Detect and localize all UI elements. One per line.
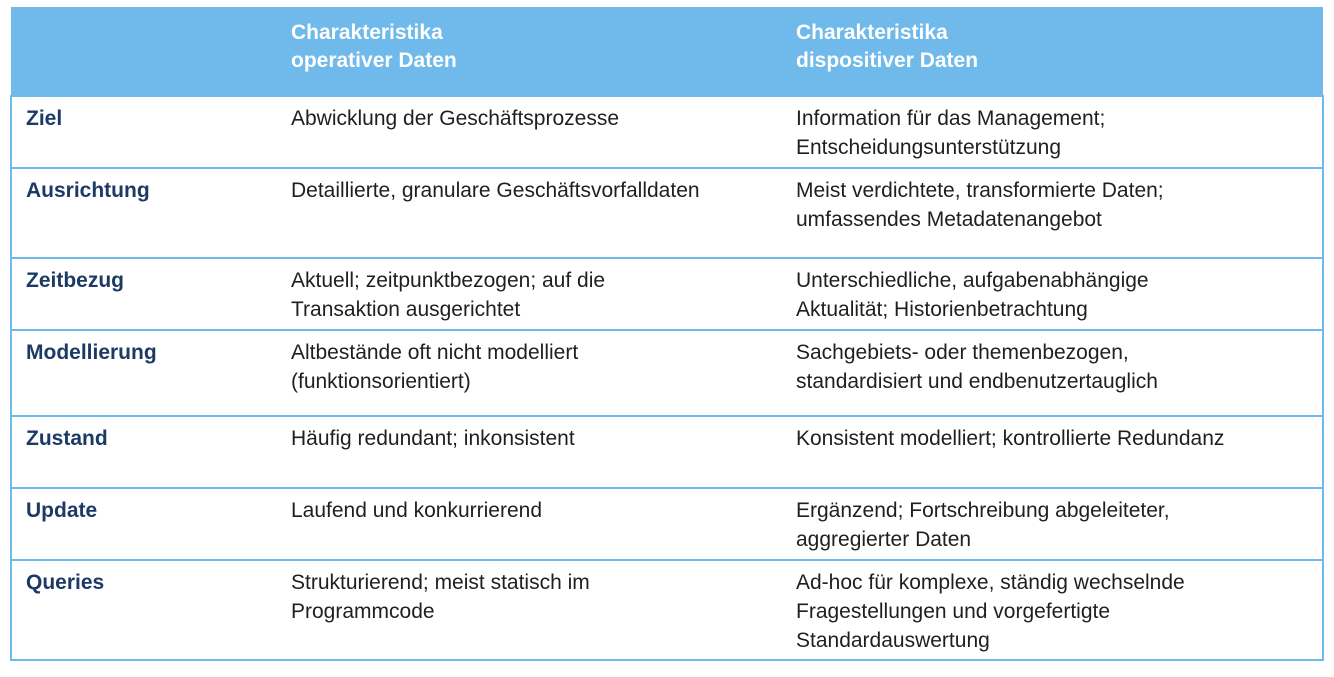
cell-line: standardisiert und endbenutzertauglich: [796, 370, 1158, 393]
cell-line: Ad-hoc für komplexe, ständig wechselnde: [796, 571, 1185, 594]
cell-line: Sachgebiets- oder themenbezogen,: [796, 341, 1129, 364]
row-label: Ausrichtung: [11, 168, 277, 258]
table-row-zustand: [11, 416, 1323, 488]
row-label: Queries: [11, 560, 277, 660]
header-dispositive: [782, 7, 1323, 96]
operative-cell: [277, 560, 782, 660]
dispositive-cell: [782, 560, 1323, 660]
cell-line: Laufend und konkurrierend: [291, 499, 543, 522]
table-row-ziel: [11, 96, 1323, 168]
row-label: Zustand: [11, 416, 277, 488]
operative-cell: [277, 330, 782, 416]
table-row-update: [11, 488, 1323, 560]
cell-line: Entscheidungsunterstützung: [796, 136, 1062, 159]
header-dispositive-line-2: dispositiver Daten: [796, 49, 979, 72]
cell-line: Unterschiedliche, aufgabenabhängige: [796, 269, 1149, 292]
cell-line: Fragestellungen und vorgefertigte: [796, 600, 1111, 623]
dispositive-cell: [782, 168, 1323, 258]
table-row-modellierung: [11, 330, 1323, 416]
dispositive-cell: [782, 330, 1323, 416]
cell-line: Information für das Management;: [796, 107, 1106, 130]
cell-line: (funktionsorientiert): [291, 370, 471, 393]
dispositive-cell: [782, 416, 1323, 488]
row-label: Update: [11, 488, 277, 560]
cell-line: Programmcode: [291, 600, 435, 623]
row-label: Modellierung: [11, 330, 277, 416]
cell-line: Strukturierend; meist statisch im: [291, 571, 590, 594]
dispositive-cell: [782, 488, 1323, 560]
cell-line: aggregierter Daten: [796, 528, 972, 551]
header-row: [11, 7, 1323, 96]
row-label: Zeitbezug: [11, 258, 277, 330]
operative-cell: [277, 168, 782, 258]
dispositive-cell: [782, 96, 1323, 168]
header-operative-line-1: Charakteristika: [291, 21, 443, 44]
operative-cell: [277, 96, 782, 168]
operative-cell: [277, 258, 782, 330]
operative-cell: [277, 416, 782, 488]
cell-line: Standardauswertung: [796, 629, 990, 652]
header-operative-line-2: operativer Daten: [291, 49, 457, 72]
cell-line: Detaillierte, granulare Geschäftsvorfalldaten: [291, 179, 700, 202]
cell-line: Transaktion ausgerichtet: [291, 298, 521, 321]
cell-line: Abwicklung der Geschäftsprozesse: [291, 107, 619, 130]
table-row-ausrichtung: [11, 168, 1323, 258]
header-dispositive-line-1: Charakteristika: [796, 21, 948, 44]
header-cell-empty: [11, 7, 277, 96]
cell-line: Altbestände oft nicht modelliert: [291, 341, 579, 364]
cell-line: Ergänzend; Fortschreibung abgeleiteter,: [796, 499, 1170, 522]
operative-cell: [277, 488, 782, 560]
cell-line: Aktualität; Historienbetrachtung: [796, 298, 1088, 321]
comparison-table: [10, 7, 1324, 661]
header-operative: [277, 7, 782, 96]
table-row-zeitbezug: [11, 258, 1323, 330]
cell-line: Meist verdichtete, transformierte Daten;: [796, 179, 1164, 202]
cell-line: umfassendes Metadatenangebot: [796, 208, 1102, 231]
dispositive-cell: [782, 258, 1323, 330]
row-label: Ziel: [11, 96, 277, 168]
cell-line: Konsistent modelliert; kontrollierte Redundanz: [796, 427, 1225, 450]
cell-line: Häufig redundant; inkonsistent: [291, 427, 575, 450]
table-row-queries: [11, 560, 1323, 660]
cell-line: Aktuell; zeitpunktbezogen; auf die: [291, 269, 606, 292]
